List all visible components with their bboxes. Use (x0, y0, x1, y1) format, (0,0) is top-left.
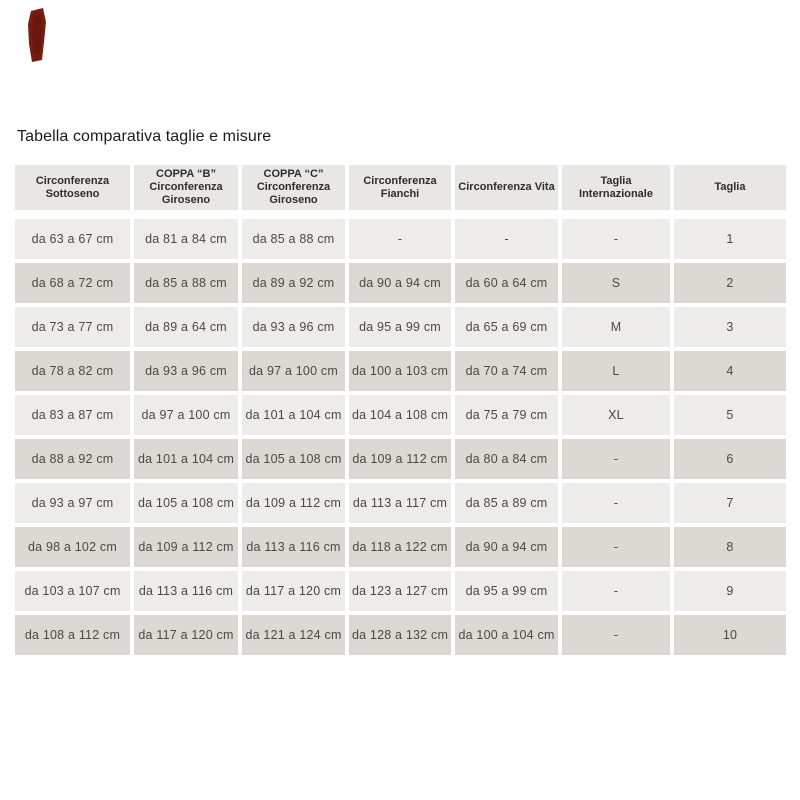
table-cell: da 121 a 124 cm (242, 615, 345, 655)
table-body (15, 219, 786, 655)
table-cell: da 80 a 84 cm (455, 439, 558, 479)
header-cell: Circonferenza Sottoseno (15, 165, 130, 210)
table-cell: da 109 a 112 cm (134, 527, 238, 567)
table-cell: - (455, 219, 558, 259)
table-cell: da 89 a 92 cm (242, 263, 345, 303)
table-cell: 1 (674, 219, 786, 259)
table-cell: da 100 a 103 cm (349, 351, 451, 391)
header-cell: COPPA “B” Circonferenza Giroseno (134, 165, 238, 210)
table-cell: - (562, 571, 670, 611)
table-cell: da 98 a 102 cm (15, 527, 130, 567)
table-row (15, 439, 786, 479)
table-cell: 10 (674, 615, 786, 655)
table-cell: da 105 a 108 cm (242, 439, 345, 479)
table-row (15, 351, 786, 391)
header-cell: Taglia Internazionale (562, 165, 670, 210)
table-cell: da 100 a 104 cm (455, 615, 558, 655)
table-cell: da 70 a 74 cm (455, 351, 558, 391)
table-cell: da 95 a 99 cm (349, 307, 451, 347)
table-cell: da 117 a 120 cm (242, 571, 345, 611)
table-row (15, 395, 786, 435)
table-cell: da 123 a 127 cm (349, 571, 451, 611)
table-cell: da 117 a 120 cm (134, 615, 238, 655)
table-cell: da 85 a 89 cm (455, 483, 558, 523)
table-cell: da 109 a 112 cm (349, 439, 451, 479)
table-cell: da 65 a 69 cm (455, 307, 558, 347)
table-cell: da 75 a 79 cm (455, 395, 558, 435)
table-cell: da 113 a 116 cm (134, 571, 238, 611)
table-cell: da 81 a 84 cm (134, 219, 238, 259)
table-cell: da 128 a 132 cm (349, 615, 451, 655)
table-cell: da 95 a 99 cm (455, 571, 558, 611)
header-cell: Circonferenza Vita (455, 165, 558, 210)
header-cell: COPPA “C” Circonferenza Giroseno (242, 165, 345, 210)
table-cell: da 97 a 100 cm (134, 395, 238, 435)
table-cell: 4 (674, 351, 786, 391)
table-cell: - (349, 219, 451, 259)
table-row (15, 483, 786, 523)
table-cell: da 113 a 116 cm (242, 527, 345, 567)
table-cell: da 109 a 112 cm (242, 483, 345, 523)
table-cell: da 104 a 108 cm (349, 395, 451, 435)
table-cell: - (562, 615, 670, 655)
table-cell: da 101 a 104 cm (134, 439, 238, 479)
table-cell: M (562, 307, 670, 347)
table-cell: S (562, 263, 670, 303)
table-cell: da 89 a 64 cm (134, 307, 238, 347)
table-cell: da 118 a 122 cm (349, 527, 451, 567)
table-cell: da 90 a 94 cm (455, 527, 558, 567)
table-cell: da 108 a 112 cm (15, 615, 130, 655)
table-cell: L (562, 351, 670, 391)
table-row (15, 615, 786, 655)
header-cell: Taglia (674, 165, 786, 210)
size-comparison-table (15, 165, 786, 659)
table-cell: da 93 a 96 cm (242, 307, 345, 347)
table-cell: da 101 a 104 cm (242, 395, 345, 435)
table-header-row (15, 165, 786, 210)
table-cell: da 73 a 77 cm (15, 307, 130, 347)
table-cell: 5 (674, 395, 786, 435)
table-cell: - (562, 527, 670, 567)
table-cell: da 85 a 88 cm (134, 263, 238, 303)
table-cell: da 97 a 100 cm (242, 351, 345, 391)
table-cell: 9 (674, 571, 786, 611)
header-cell: Circonferenza Fianchi (349, 165, 451, 210)
table-cell: da 105 a 108 cm (134, 483, 238, 523)
table-cell: 3 (674, 307, 786, 347)
table-row (15, 219, 786, 259)
table-row (15, 527, 786, 567)
table-cell: XL (562, 395, 670, 435)
table-row (15, 307, 786, 347)
table-cell: - (562, 439, 670, 479)
table-cell: da 93 a 96 cm (134, 351, 238, 391)
table-cell: da 85 a 88 cm (242, 219, 345, 259)
table-cell: - (562, 219, 670, 259)
table-row (15, 263, 786, 303)
table-cell: 6 (674, 439, 786, 479)
table-row (15, 571, 786, 611)
table-cell: da 103 a 107 cm (15, 571, 130, 611)
table-cell: da 90 a 94 cm (349, 263, 451, 303)
page-title: Tabella comparativa taglie e misure (17, 128, 272, 145)
table-cell: da 83 a 87 cm (15, 395, 130, 435)
table-cell: da 93 a 97 cm (15, 483, 130, 523)
table-cell: da 63 a 67 cm (15, 219, 130, 259)
table-cell: da 60 a 64 cm (455, 263, 558, 303)
table-cell: 2 (674, 263, 786, 303)
corner-red-mark-icon (28, 8, 48, 69)
table-cell: - (562, 483, 670, 523)
table-cell: 7 (674, 483, 786, 523)
table-cell: da 113 a 117 cm (349, 483, 451, 523)
table-cell: da 68 a 72 cm (15, 263, 130, 303)
table-cell: da 88 a 92 cm (15, 439, 130, 479)
table-cell: 8 (674, 527, 786, 567)
table-cell: da 78 a 82 cm (15, 351, 130, 391)
